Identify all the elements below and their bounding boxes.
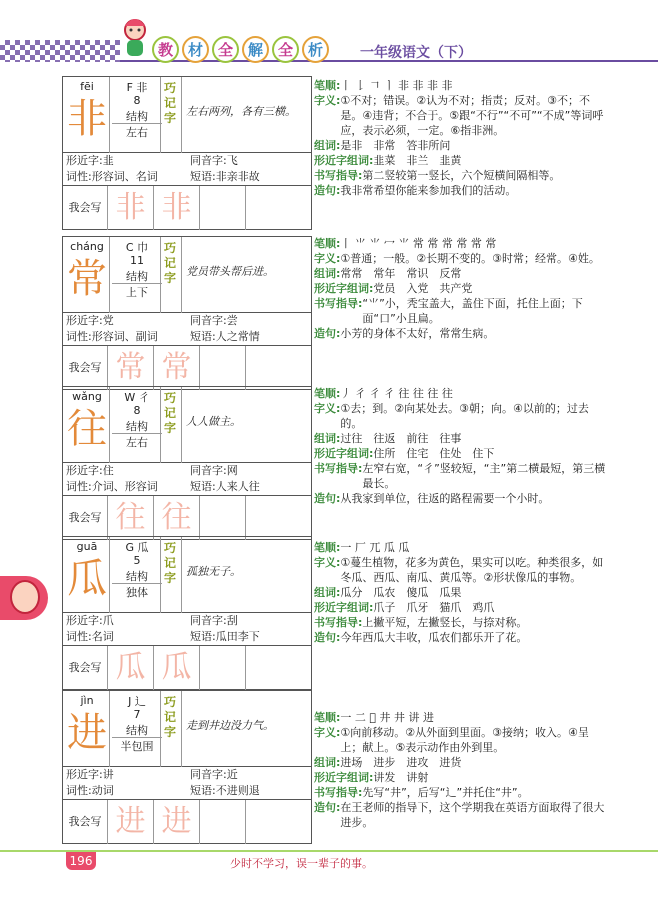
writing-practice — [63, 185, 311, 229]
writing-practice — [63, 799, 311, 843]
zaoju: 从我家到单位，往返的路程需要一个小时。 — [340, 492, 550, 505]
label-xingjinzi: 形近字: — [66, 614, 103, 627]
info-shuxie — [314, 296, 610, 326]
tongyinzi: 近 — [226, 768, 238, 781]
title-char: 材 — [182, 36, 209, 63]
main-character: 往 — [67, 406, 107, 452]
label-cixing: 词性: — [66, 170, 92, 183]
practice-blank[interactable] — [245, 646, 291, 690]
zuci: 常常 常年 常识 反常 — [340, 267, 462, 280]
label-xingjin-zuci: 形近字组词: — [314, 771, 374, 784]
info-ziyi — [314, 725, 610, 755]
stroke-count: 11 — [130, 254, 144, 267]
label-duanyu: 短语: — [190, 480, 216, 493]
pinyin: cháng — [70, 240, 104, 253]
duanyu: 非亲非故 — [215, 170, 260, 183]
label-ziyi: 字义: — [314, 94, 341, 107]
shuxie: 左窄右宽，“彳”竖较短，“主”第二横最短，第三横最长。 — [362, 462, 606, 490]
qiaoji-label: 巧记字 — [163, 391, 176, 435]
pinyin: jìn — [80, 694, 94, 707]
label-cixing: 词性: — [66, 784, 92, 797]
ziyi: ①不对；错误。②认为不对；指责；反对。③不；不是。④违背；不合于。⑤跟“不行”“不可”“不成”等词呼应，表示必须，一定。⑥指非洲。 — [340, 94, 604, 137]
index-column — [109, 77, 161, 153]
main-character: 进 — [67, 710, 107, 756]
duanyu: 人之常情 — [215, 330, 260, 343]
main-character: 瓜 — [67, 556, 107, 602]
side-mascot-icon — [10, 580, 40, 614]
title-char: 教 — [152, 36, 179, 63]
card-top — [63, 387, 311, 463]
label-cixing: 词性: — [66, 480, 92, 493]
practice-blank[interactable] — [199, 346, 245, 390]
label-zuci: 组词: — [314, 432, 341, 445]
mnemonic-text: 党员带头帮后进。 — [181, 237, 312, 313]
label-shuxie: 书写指导: — [314, 616, 363, 629]
label-ziyi: 字义: — [314, 252, 341, 265]
checker-decoration — [0, 40, 120, 62]
wohui-label: 我会写 — [68, 361, 102, 374]
info-bishun — [314, 540, 610, 555]
writing-practice — [63, 645, 311, 689]
mnemonic-text: 孤独无子。 — [181, 537, 312, 613]
mnemonic-text: 左右两列，各有三横。 — [181, 77, 312, 153]
xingjin-zuci: 爪子 爪牙 猫爪 鸡爪 — [373, 601, 495, 614]
info-zuci — [314, 755, 610, 770]
main-character: 常 — [67, 256, 107, 302]
label-duanyu: 短语: — [190, 630, 216, 643]
index-letter: F 非 — [126, 81, 148, 94]
label-shuxie: 书写指导: — [314, 786, 363, 799]
pinyin: guā — [76, 540, 98, 553]
character-info — [314, 236, 610, 341]
label-duanyu: 短语: — [190, 330, 216, 343]
label-xingjinzi: 形近字: — [66, 768, 103, 781]
label-shuxie: 书写指导: — [314, 169, 363, 182]
footer-motto: 少时不学习，误一辈子的事。 — [230, 857, 373, 870]
bishun: 丿 彳 彳 彳 往 往 往 往 — [340, 387, 453, 400]
index-letter: W 彳 — [124, 391, 150, 404]
label-bishun: 笔顺: — [314, 237, 341, 250]
label-bishun: 笔顺: — [314, 541, 341, 554]
duanyu: 瓜田李下 — [215, 630, 260, 643]
label-xingjinzi: 形近字: — [66, 154, 103, 167]
xingjin-zuci: 党员 入党 共产党 — [373, 282, 473, 295]
structure-label: 结构 — [126, 420, 148, 433]
qiaoji-label: 巧记字 — [163, 81, 176, 125]
index-column — [109, 237, 161, 313]
stroke-count: 8 — [133, 94, 141, 107]
label-duanyu: 短语: — [190, 170, 216, 183]
pinyin: fēi — [80, 80, 94, 93]
info-ziyi — [314, 93, 610, 138]
practice-char: 往 — [107, 496, 153, 540]
row-xingjin — [63, 153, 311, 169]
zuci: 进场 进步 进攻 进货 — [340, 756, 462, 769]
zaoju: 今年西瓜大丰收，瓜农们都乐开了花。 — [340, 631, 528, 644]
structure-label: 结构 — [126, 570, 148, 583]
structure-label: 结构 — [126, 724, 148, 737]
label-tongyinzi: 同音字: — [190, 314, 227, 327]
index-column — [109, 691, 161, 767]
info-shuxie — [314, 785, 610, 800]
zaoju: 我非常希望你能来参加我们的活动。 — [340, 184, 517, 197]
label-zaoju: 造句: — [314, 492, 341, 505]
tongyinzi: 网 — [226, 464, 238, 477]
zuci: 瓜分 瓜农 傻瓜 瓜果 — [340, 586, 462, 599]
label-xingjin-zuci: 形近字组词: — [314, 282, 374, 295]
shuxie: 第二竖较第一竖长，六个短横间隔相等。 — [362, 169, 561, 182]
qiaoji-label: 巧记字 — [163, 695, 176, 739]
info-zuci — [314, 585, 610, 600]
qiaoji-label: 巧记字 — [163, 541, 176, 585]
character-card — [62, 386, 312, 540]
xingjinzi: 党 — [102, 314, 114, 327]
title-char: 析 — [302, 36, 329, 63]
row-cixing — [63, 479, 311, 495]
info-xingjin — [314, 153, 610, 168]
label-zaoju: 造句: — [314, 184, 341, 197]
main-character: 非 — [67, 96, 107, 142]
label-tongyinzi: 同音字: — [190, 614, 227, 627]
writing-practice — [63, 345, 311, 389]
ziyi: ①去；到。②向某处去。③朝；向。④以前的；过去的。 — [340, 402, 589, 430]
shuxie: 先写“井”，后写“辶”并托住“井”。 — [362, 786, 529, 799]
info-xingjin — [314, 446, 610, 461]
page-header — [0, 0, 658, 72]
structure-type: 独体 — [112, 583, 162, 600]
index-column — [109, 537, 161, 613]
bishun: 丨 ⺌ ⺌ 冖 ⺌ 常 常 常 常 常 常 — [340, 237, 497, 250]
row-cixing — [63, 169, 311, 185]
mascot-icon — [115, 16, 155, 62]
index-column — [109, 387, 161, 463]
practice-char: 往 — [153, 496, 199, 540]
label-xingjin-zuci: 形近字组词: — [314, 154, 374, 167]
label-xingjin-zuci: 形近字组词: — [314, 601, 374, 614]
label-tongyinzi: 同音字: — [190, 154, 227, 167]
practice-blank[interactable] — [199, 496, 245, 540]
structure-type: 左右 — [112, 123, 162, 140]
title-char: 全 — [212, 36, 239, 63]
structure-label: 结构 — [126, 270, 148, 283]
wohui-label: 我会写 — [68, 815, 102, 828]
practice-blank[interactable] — [245, 346, 291, 390]
character-card — [62, 76, 312, 230]
row-xingjin — [63, 313, 311, 329]
title-bubbles — [152, 36, 329, 63]
qiaoji-label: 巧记字 — [163, 241, 176, 285]
cixing: 形容词、名词 — [91, 170, 158, 183]
label-xingjinzi: 形近字: — [66, 314, 103, 327]
label-zuci: 组词: — [314, 267, 341, 280]
stroke-count: 8 — [133, 404, 141, 417]
writing-practice — [63, 495, 311, 539]
bishun: 一 二 𠀆 井 井 讲 进 — [340, 711, 434, 724]
info-shuxie — [314, 615, 610, 630]
row-xingjin — [63, 613, 311, 629]
info-bishun — [314, 386, 610, 401]
zuci: 过往 往返 前往 往事 — [340, 432, 462, 445]
label-cixing: 词性: — [66, 630, 92, 643]
label-xingjin-zuci: 形近字组词: — [314, 447, 374, 460]
practice-blank[interactable] — [199, 646, 245, 690]
card-top — [63, 237, 311, 313]
row-cixing — [63, 783, 311, 799]
grade-label: 一年级语文（下） — [360, 45, 472, 61]
index-letter: C 巾 — [125, 241, 149, 254]
row-cixing — [63, 329, 311, 345]
card-top — [63, 691, 311, 767]
row-xingjin — [63, 767, 311, 783]
ziyi: ①蔓生植物，花多为黄色，果实可以吃。种类很多，如冬瓜、西瓜、南瓜、黄瓜等。②形状像瓜的事物。 — [340, 556, 604, 584]
ziyi: ①普通；一般。②长期不变的。③时常；经常。④姓。 — [340, 252, 600, 265]
label-zuci: 组词: — [314, 756, 341, 769]
zuci: 是非 非常 答非所问 — [340, 139, 451, 152]
practice-char: 瓜 — [153, 646, 199, 690]
practice-blank[interactable] — [199, 800, 245, 844]
cixing: 名词 — [91, 630, 114, 643]
xingjinzi: 讲 — [102, 768, 114, 781]
label-bishun: 笔顺: — [314, 79, 341, 92]
character-info — [314, 710, 610, 830]
label-ziyi: 字义: — [314, 402, 341, 415]
shuxie: “⺌”小，秃宝盖大，盖住下面，托住上面；下面“口”小且扁。 — [362, 297, 583, 325]
label-zaoju: 造句: — [314, 631, 341, 644]
cixing: 介词、形容词 — [91, 480, 158, 493]
structure-type: 上下 — [112, 283, 162, 300]
info-zuci — [314, 266, 610, 281]
tongyinzi: 飞 — [226, 154, 238, 167]
info-zaoju — [314, 630, 610, 645]
pinyin: wǎng — [72, 390, 102, 403]
label-shuxie: 书写指导: — [314, 462, 363, 475]
info-zuci — [314, 431, 610, 446]
card-top — [63, 537, 311, 613]
info-xingjin — [314, 770, 610, 785]
practice-blank[interactable] — [199, 186, 245, 230]
info-ziyi — [314, 251, 610, 266]
label-tongyinzi: 同音字: — [190, 464, 227, 477]
cixing: 动词 — [91, 784, 114, 797]
shuxie: 上撇平短，左撇竖长，与捺对称。 — [362, 616, 528, 629]
practice-char: 进 — [107, 800, 153, 844]
practice-blank[interactable] — [245, 496, 291, 540]
info-bishun — [314, 236, 610, 251]
row-cixing — [63, 629, 311, 645]
practice-char: 瓜 — [107, 646, 153, 690]
info-xingjin — [314, 600, 610, 615]
label-shuxie: 书写指导: — [314, 297, 363, 310]
info-xingjin — [314, 281, 610, 296]
xingjin-zuci: 住所 住宅 住处 住下 — [373, 447, 495, 460]
ziyi: ①向前移动。②从外面到里面。③接纳；收入。④呈上；献上。⑤表示动作由外到里。 — [340, 726, 589, 754]
wohui-label: 我会写 — [68, 201, 102, 214]
zaoju: 在王老师的指导下，这个学期我在英语方面取得了很大进步。 — [340, 801, 605, 829]
cixing: 形容词、副词 — [91, 330, 158, 343]
info-zaoju — [314, 491, 610, 506]
duanyu: 不进则退 — [215, 784, 260, 797]
character-info — [314, 386, 610, 506]
footer-divider — [0, 850, 658, 852]
card-top — [63, 77, 311, 153]
practice-char: 进 — [153, 800, 199, 844]
practice-blank[interactable] — [245, 800, 291, 844]
wohui-label: 我会写 — [68, 511, 102, 524]
practice-blank[interactable] — [245, 186, 291, 230]
xingjin-zuci: 韭菜 非兰 韭黄 — [373, 154, 462, 167]
label-zaoju: 造句: — [314, 801, 341, 814]
stroke-count: 7 — [133, 708, 141, 721]
label-bishun: 笔顺: — [314, 387, 341, 400]
xingjinzi: 爪 — [102, 614, 114, 627]
info-zaoju — [314, 326, 610, 341]
structure-label: 结构 — [126, 110, 148, 123]
mnemonic-text: 走到井边没力气。 — [181, 691, 312, 767]
character-info — [314, 540, 610, 645]
label-tongyinzi: 同音字: — [190, 768, 227, 781]
practice-char: 非 — [107, 186, 153, 230]
info-zuci — [314, 138, 610, 153]
title-char: 解 — [242, 36, 269, 63]
practice-char: 常 — [153, 346, 199, 390]
xingjinzi: 韭 — [102, 154, 114, 167]
info-shuxie — [314, 461, 610, 491]
structure-type: 左右 — [112, 433, 162, 450]
title-char: 全 — [272, 36, 299, 63]
character-card — [62, 236, 312, 390]
practice-char: 非 — [153, 186, 199, 230]
duanyu: 人来人往 — [215, 480, 260, 493]
info-ziyi — [314, 401, 610, 431]
row-xingjin — [63, 463, 311, 479]
info-shuxie — [314, 168, 610, 183]
index-letter: G 瓜 — [125, 541, 149, 554]
tongyinzi: 刮 — [226, 614, 238, 627]
label-ziyi: 字义: — [314, 556, 341, 569]
label-zuci: 组词: — [314, 139, 341, 152]
practice-char: 常 — [107, 346, 153, 390]
label-duanyu: 短语: — [190, 784, 216, 797]
label-cixing: 词性: — [66, 330, 92, 343]
info-bishun — [314, 78, 610, 93]
index-letter: J 辶 — [128, 695, 146, 708]
stroke-count: 5 — [133, 554, 141, 567]
xingjinzi: 住 — [102, 464, 114, 477]
tongyinzi: 尝 — [226, 314, 238, 327]
label-zaoju: 造句: — [314, 327, 341, 340]
character-info — [314, 78, 610, 198]
info-zaoju — [314, 800, 610, 830]
info-ziyi — [314, 555, 610, 585]
page-number: 196 — [66, 852, 96, 870]
info-bishun — [314, 710, 610, 725]
zaoju: 小芳的身体不太好，常常生病。 — [340, 327, 495, 340]
label-xingjinzi: 形近字: — [66, 464, 103, 477]
label-bishun: 笔顺: — [314, 711, 341, 724]
info-zaoju — [314, 183, 610, 198]
structure-type: 半包围 — [112, 737, 162, 754]
label-zuci: 组词: — [314, 586, 341, 599]
label-ziyi: 字义: — [314, 726, 341, 739]
bishun: 丨 𠄌 𠃍 ㅣ 非 非 非 非 — [340, 79, 453, 92]
wohui-label: 我会写 — [68, 661, 102, 674]
character-card — [62, 536, 312, 690]
mnemonic-text: 人人做主。 — [181, 387, 312, 463]
bishun: 一 厂 兀 瓜 瓜 — [340, 541, 410, 554]
xingjin-zuci: 讲发 讲射 — [373, 771, 429, 784]
character-card — [62, 690, 312, 844]
